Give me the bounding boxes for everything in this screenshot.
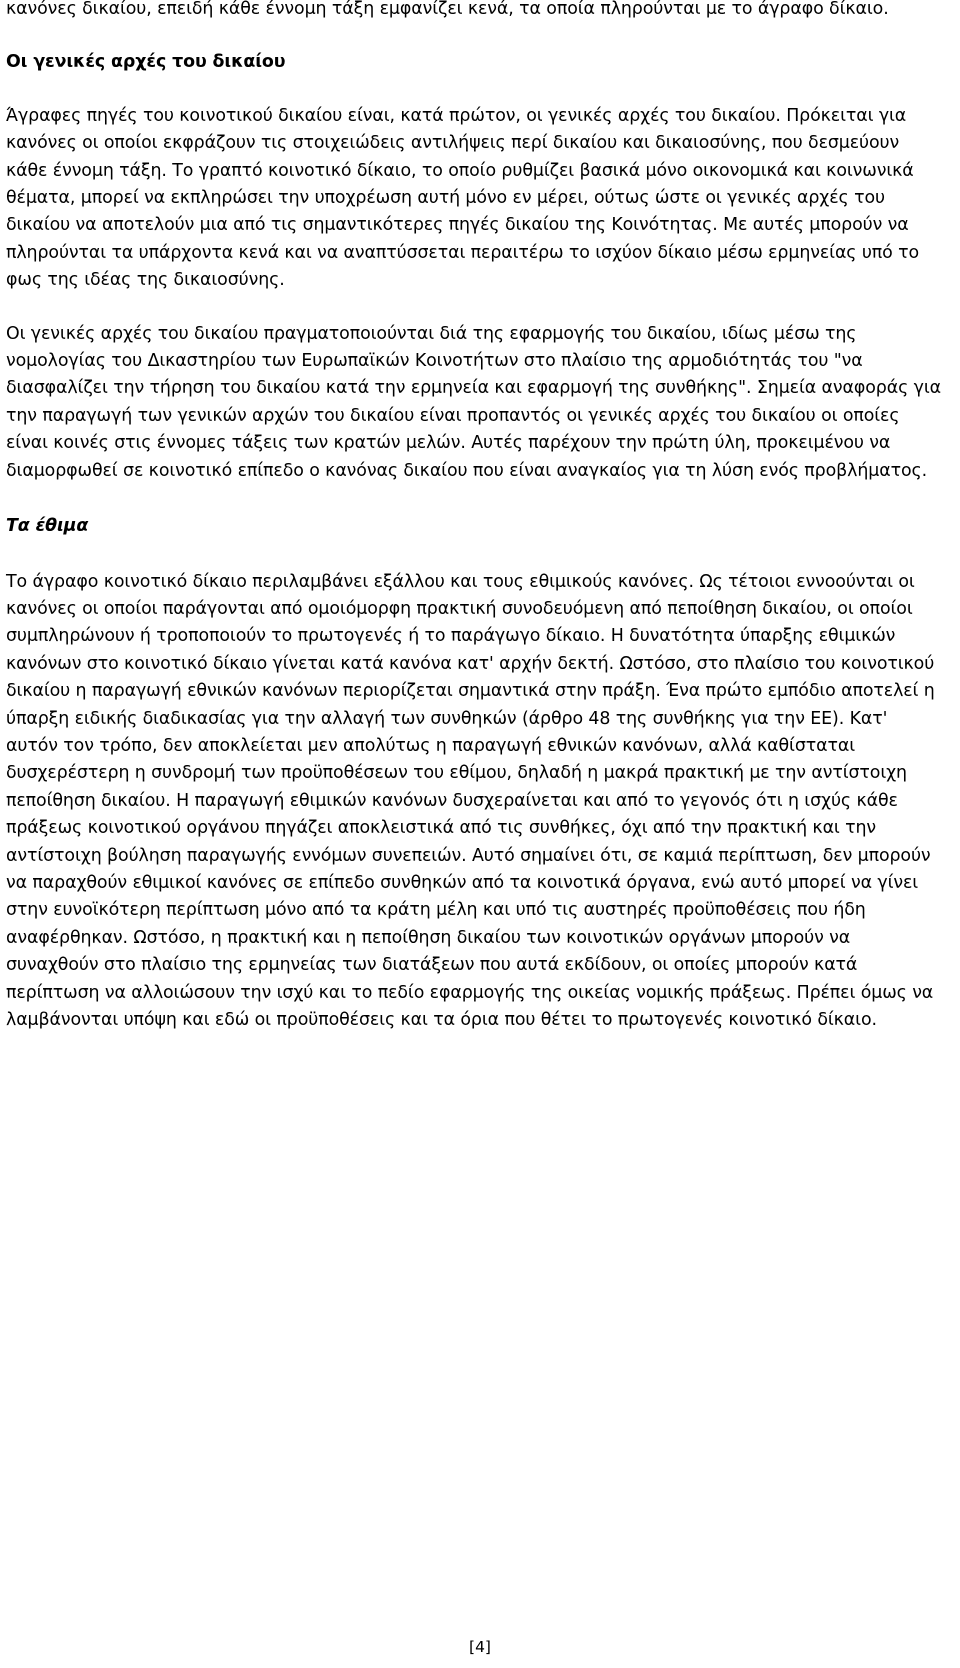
section-heading-customs: Τα έθιμα: [6, 516, 89, 537]
customs-paragraph-1: Το άγραφο κοινοτικό δίκαιο περιλαμβάνει εξάλλου και τους εθιμικούς κανόνες. Ως τέτοιοι εννοούνται οι κανόνες οι οποίοι παράγονται από ομοιόμορφη πρακτική συνοδευόμενη από πεποίθηση δικαίου, οι οποίοι συμπληρώνουν ή τροποποιούν το πρωτογενές ή το παράγωγο δίκαιο. Η δυνατότητα ύπαρξης εθιμικών κανόνων στο κοινοτικό δίκαιο γίνεται κατά κανόνα κατ' αρχήν δεκτή. Ωστόσο, στο πλαίσιο του κοινοτικού δικαίου η παραγωγή εθνικών κανόνων περιορίζεται σημαντικά στην πράξη. Ένα πρώτο εμπόδιο αποτελεί η ύπαρξη ειδικής διαδικασίας για την αλλαγή των συνθηκών (άρθρο 48 της συνθήκης για την ΕΕ). Κατ' αυτόν τον τρόπο, δεν αποκλείεται μεν απολύτως η παραγωγή εθνικών κανόνων, αλλά καθίσταται δυσχερέστερη η συνδρομή των προϋποθέσεων του εθίμου, δηλαδή η μακρά πρακτική με την αντίστοιχη πεποίθηση δικαίου. Η παραγωγή εθιμικών κανόνων δυσχεραίνεται και από το γεγονός ότι η ισχύς κάθε πράξεως κοινοτικού οργάνου πηγάζει αποκλειστικά από τις συνθήκες, όχι από την πρακτική και την αντίστοιχη βούληση παραγωγής εννόμων συνεπειών. Αυτό σημαίνει ότι, σε καμιά περίπτωση, δεν μπορούν να παραχθούν εθιμικοί κανόνες σε επίπεδο συνθηκών από τα κοινοτικά όργανα, ενώ αυτό μπορεί να γίνει στην ευνοϊκότερη περίπτωση μόνο από τα κράτη μέλη και υπό τις αυστηρές προϋποθέσεις που ήδη αναφέρθηκαν. Ωστόσο, η πρακτική και η πεποίθηση δικαίου των κοινοτικών οργάνων μπορούν να συναχθούν στο πλαίσιο της ερμηνείας των διατάξεων που αυτά εκδίδουν, οι οποίες μπορούν κατά περίπτωση να αλλοιώσουν την ισχύ και το πεδίο εφαρμογής της οικείας νομικής πράξεως. Πρέπει όμως να λαμβάνονται υπόψη και εδώ οι προϋποθέσεις και τα όρια που θέτει το πρωτογενές κοινοτικό δίκαιο.: [6, 571, 935, 1030]
intro-paragraph: κανόνες δικαίου, επειδή κάθε έννομη τάξη εμφανίζει κενά, τα οποία πληρούνται με το άγραφο δίκαιο.: [6, 0, 889, 19]
section-heading-general-principles: Οι γενικές αρχές του δικαίου: [6, 52, 286, 73]
spacer: [6, 77, 942, 103]
document-body: [6, 0, 942, 1034]
general-principles-paragraph-1: Άγραφες πηγές του κοινοτικού δικαίου είναι, κατά πρώτον, οι γενικές αρχές του δικαίου. Πρόκειται για κανόνες οι οποίοι εκφράζουν τις στοιχειώδεις αντιλήψεις περί δικαίου και δικαιοσύνης, που δεσμεύουν κάθε έννομη τάξη. Το γραπτό κοινοτικό δίκαιο, το οποίο ρυθμίζει βασικά μόνο οικονομικά και κοινωνικά θέματα, μπορεί να εκπληρώσει την υποχρέωση αυτή μόνο εν μέρει, ούτως ώστε οι γενικές αρχές του δικαίου να αποτελούν μια από τις σημαντικότερες πηγές δικαίου της Κοινότητας. Με αυτές μπορούν να πληρούνται τα υπάρχοντα κενά και να αναπτύσσεται περαιτέρω το ισχύον δίκαιο μέσω ερμηνείας υπό το φως της ιδέας της δικαιοσύνης.: [6, 105, 920, 291]
spacer: [6, 295, 942, 321]
spacer: [6, 23, 942, 49]
spacer: [6, 541, 942, 569]
general-principles-paragraph-2: Οι γενικές αρχές του δικαίου πραγματοποιούνται διά της εφαρμογής του δικαίου, ιδίως μέσω της νομολογίας του Δικαστηρίου των Ευρωπαϊκών Κοινοτήτων στο πλαίσιο της αρμοδιότητάς του "να διασφαλίζει την τήρηση του δικαίου κατά την ερμηνεία και εφαρμογή της συνθήκης". Σημεία αναφοράς για την παραγωγή των γενικών αρχών του δικαίου είναι προπαντός οι γενικές αρχές του δικαίου οι οποίες είναι κοινές στις έννομες τάξεις των κρατών μελών. Αυτές παρέχουν την πρώτη ύλη, προκειμένου να διαμορφωθεί σε κοινοτικό επίπεδο ο κανόνας δικαίου που είναι αναγκαίος για τη λύση ενός προβλήματος.: [6, 323, 941, 481]
spacer: [6, 485, 942, 513]
page-number: [4]: [469, 1638, 491, 1656]
